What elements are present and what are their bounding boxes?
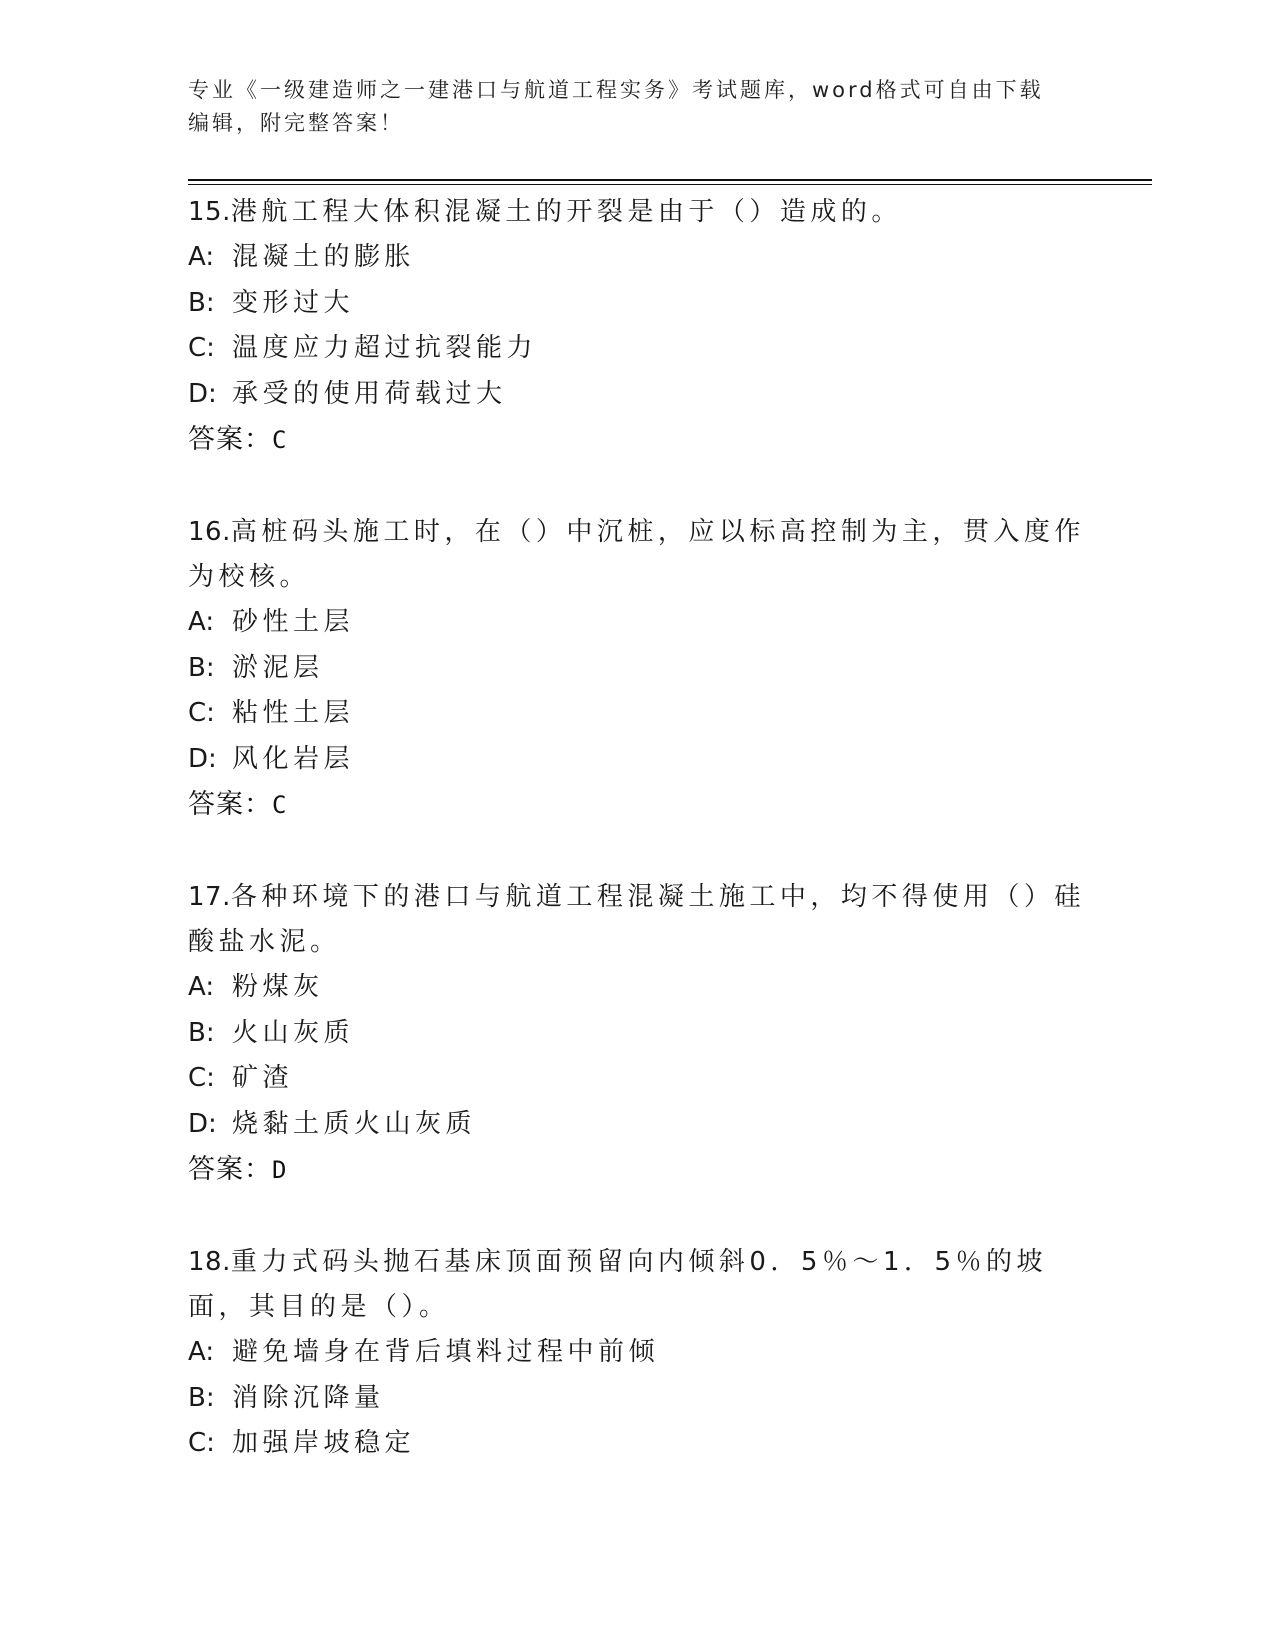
option-text: 淤泥层	[232, 652, 324, 683]
option-key: B:	[188, 1017, 215, 1048]
answer-line	[188, 417, 1088, 463]
option-text: 烧黏土质火山灰质	[232, 1108, 477, 1139]
option-b	[188, 1376, 1088, 1422]
question-number: 16.	[188, 517, 231, 547]
question-stem	[188, 510, 1088, 600]
option-text: 砂性土层	[232, 607, 355, 637]
option-a	[188, 1330, 1088, 1376]
option-text: 承受的使用荷载过大	[232, 378, 507, 409]
answer-value: C	[272, 426, 288, 454]
option-text: 火山灰质	[232, 1017, 355, 1048]
option-b	[188, 281, 1088, 327]
option-a	[188, 600, 1088, 646]
question-text: 各种环境下的港口与航道工程混凝土施工中，均不得使用（）硅酸盐水泥。	[188, 882, 1085, 957]
option-a	[188, 235, 1088, 281]
header-line-2: 编辑，附完整答案！	[188, 111, 404, 135]
question-stem	[188, 190, 1088, 235]
option-key: A:	[188, 242, 215, 272]
question-17	[188, 875, 1088, 1193]
option-key: B:	[188, 1382, 215, 1413]
document-header	[188, 74, 1068, 140]
question-18	[188, 1240, 1088, 1467]
option-key: D:	[188, 378, 217, 409]
question-stem	[188, 1240, 1088, 1330]
option-text: 风化岩层	[232, 743, 355, 774]
option-text: 粘性土层	[232, 698, 355, 728]
option-d	[188, 737, 1088, 783]
question-list	[188, 190, 1088, 1514]
question-number: 18.	[188, 1247, 231, 1277]
question-15	[188, 190, 1088, 463]
option-key: A:	[188, 607, 215, 637]
header-divider-thin	[188, 184, 1152, 185]
option-c	[188, 691, 1088, 737]
option-key: D:	[188, 743, 217, 774]
option-text: 混凝土的膨胀	[232, 242, 416, 272]
answer-label: 答案：	[188, 424, 272, 455]
option-d	[188, 1102, 1088, 1148]
option-key: D:	[188, 1108, 217, 1139]
option-text: 变形过大	[232, 287, 355, 318]
option-d	[188, 372, 1088, 418]
option-text: 加强岸坡稳定	[232, 1428, 416, 1458]
question-text: 重力式码头抛石基床顶面预留向内倾斜0．5％～1．5％的坡面，其目的是（）。	[188, 1247, 1048, 1322]
answer-line	[188, 1147, 1088, 1193]
option-key: A:	[188, 972, 215, 1002]
option-text: 消除沉降量	[232, 1382, 385, 1413]
option-key: B:	[188, 287, 215, 318]
option-b	[188, 646, 1088, 692]
question-text: 高桩码头施工时，在（）中沉桩，应以标高控制为主，贯入度作为校核。	[188, 517, 1085, 592]
question-number: 17.	[188, 882, 231, 912]
option-key: C:	[188, 698, 215, 728]
option-text: 粉煤灰	[232, 972, 324, 1002]
option-c	[188, 326, 1088, 372]
option-c	[188, 1056, 1088, 1102]
header-line-1: 专业《一级建造师之一建港口与航道工程实务》考试题库，word格式可自由下载	[188, 78, 1044, 102]
answer-line	[188, 782, 1088, 828]
answer-label: 答案：	[188, 1154, 272, 1185]
option-text: 避免墙身在背后填料过程中前倾	[232, 1337, 660, 1367]
option-key: C:	[188, 333, 215, 363]
answer-value: D	[272, 1156, 288, 1184]
option-key: C:	[188, 1428, 215, 1458]
option-key: A:	[188, 1337, 215, 1367]
question-16	[188, 510, 1088, 828]
answer-value: C	[272, 791, 288, 819]
option-text: 矿渣	[232, 1063, 294, 1093]
question-text: 港航工程大体积混凝土的开裂是由于（）造成的。	[230, 197, 902, 227]
header-divider	[188, 179, 1152, 181]
question-number: 15.	[188, 197, 231, 227]
answer-label: 答案：	[188, 789, 272, 820]
option-b	[188, 1011, 1088, 1057]
option-a	[188, 965, 1088, 1011]
option-text: 温度应力超过抗裂能力	[232, 333, 538, 363]
option-c	[188, 1421, 1088, 1467]
option-key: B:	[188, 652, 215, 683]
option-key: C:	[188, 1063, 215, 1093]
question-stem	[188, 875, 1088, 965]
